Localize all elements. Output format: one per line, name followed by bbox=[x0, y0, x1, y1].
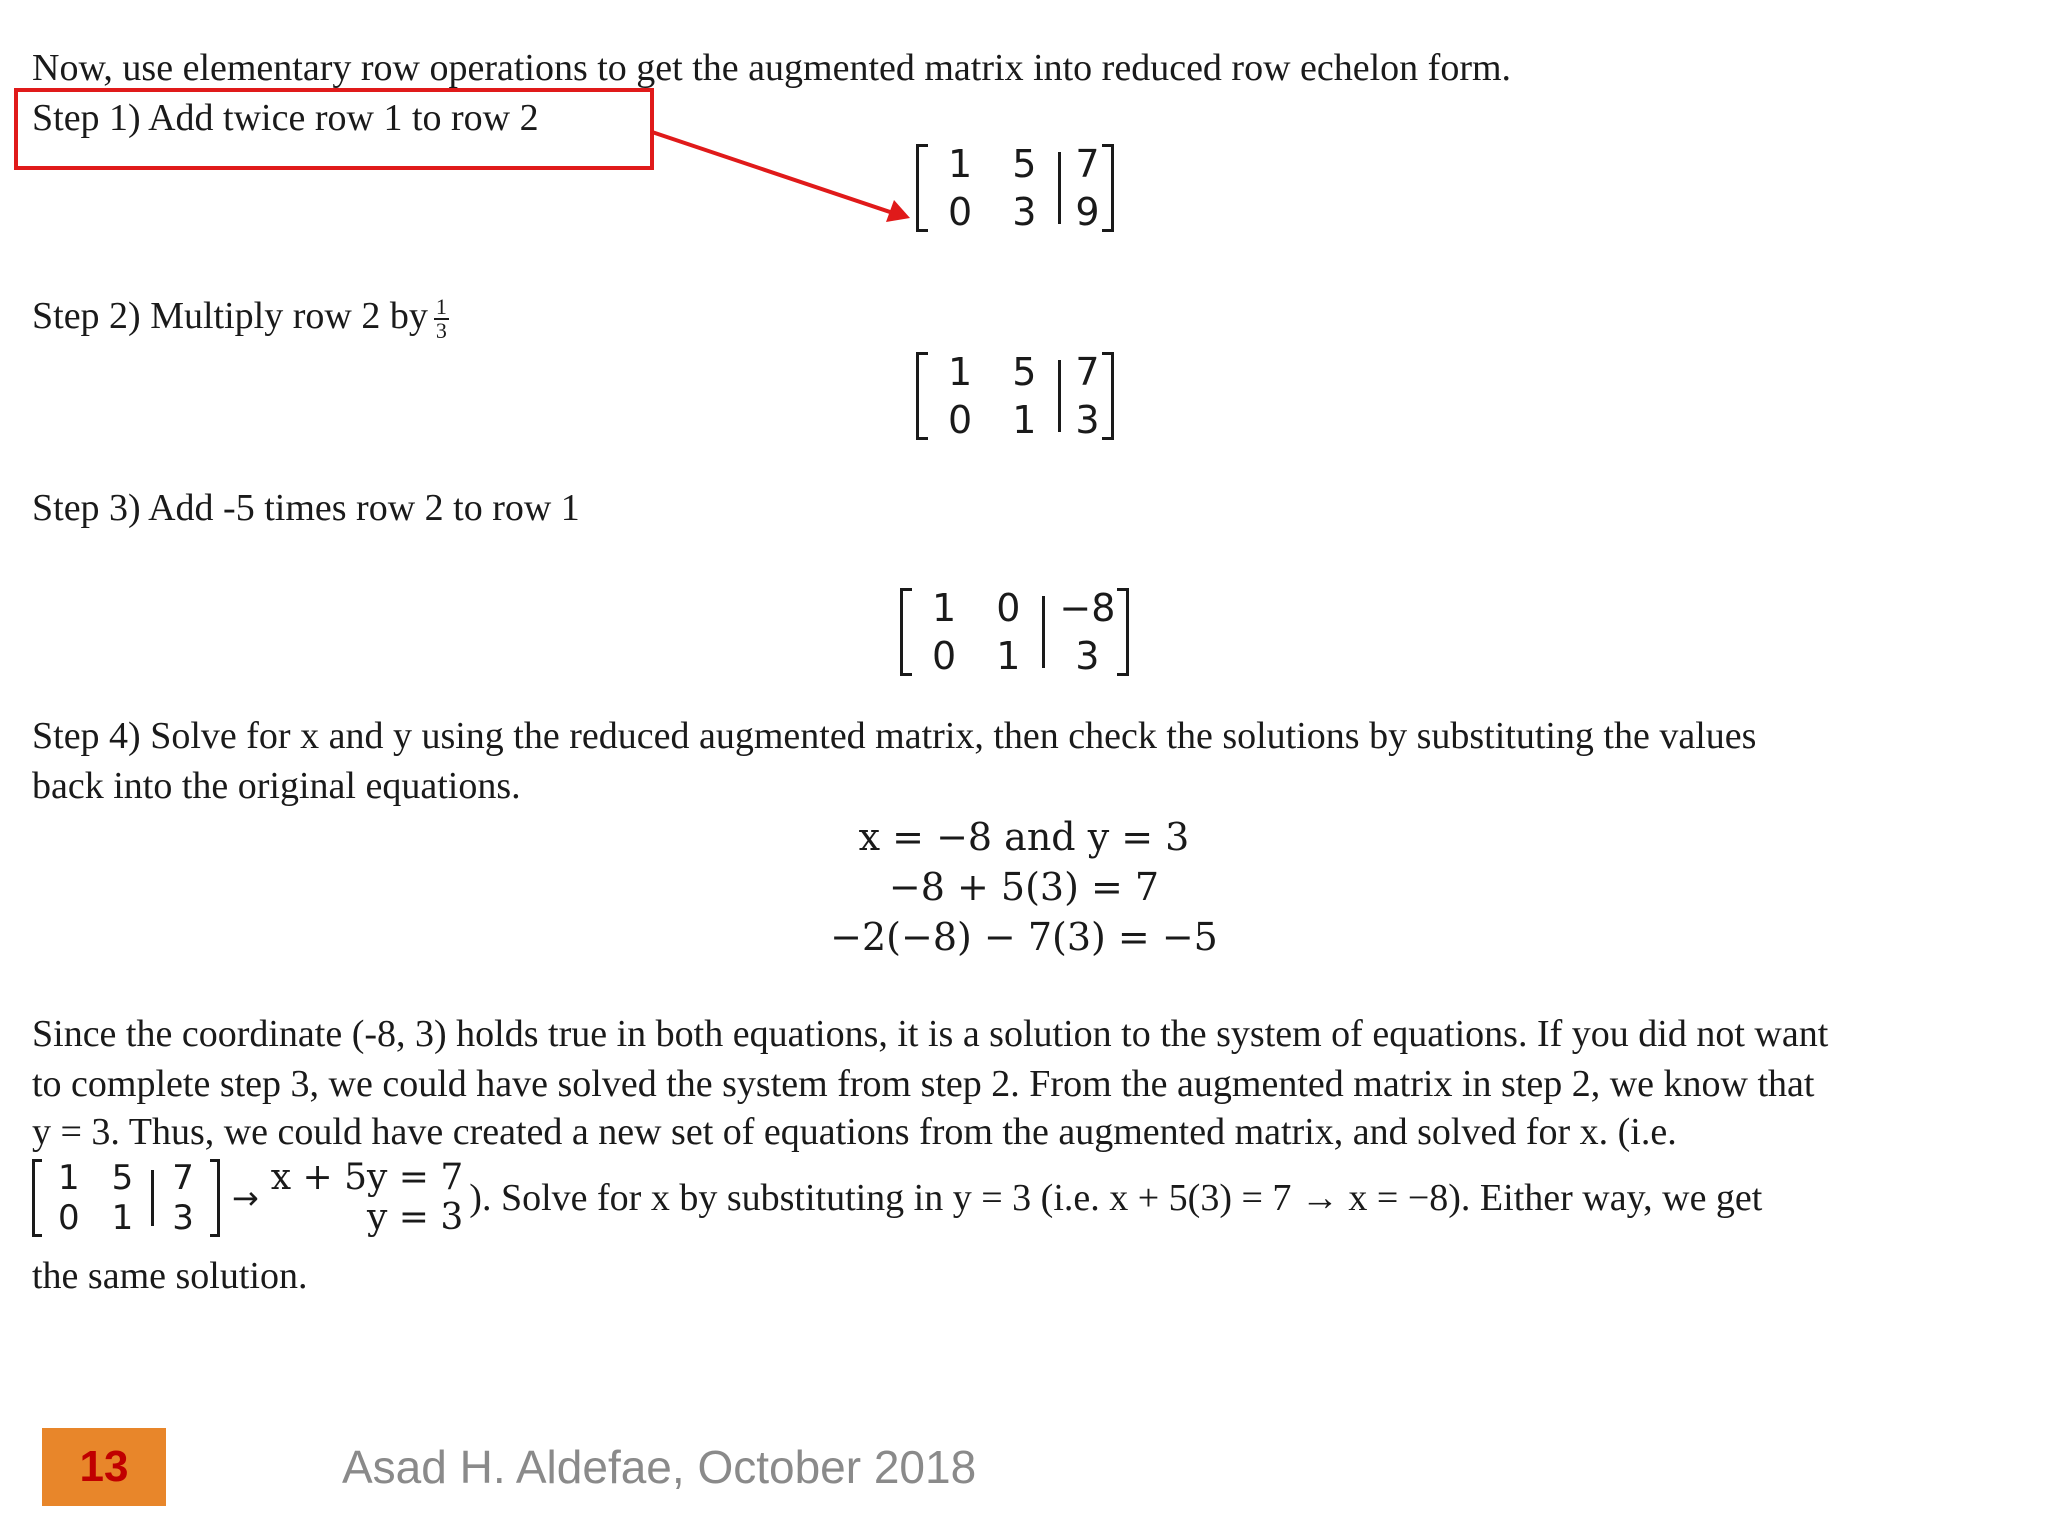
step-3-label: Step 3) Add -5 times row 2 to row 1 bbox=[32, 487, 580, 529]
step-4-label-line-2: back into the original equations. bbox=[32, 765, 521, 807]
conclusion-line-5: the same solution. bbox=[32, 1255, 308, 1297]
cell: 3 bbox=[172, 1198, 194, 1238]
cell: 3 bbox=[1075, 634, 1100, 678]
step-2-text: Step 2) Multiply row 2 by bbox=[32, 295, 428, 337]
system-equation-1: x + 5y = 7 bbox=[270, 1157, 464, 1198]
cell: 0 bbox=[948, 190, 973, 234]
matrix-step-3 bbox=[900, 584, 1129, 680]
arrow-icon: → bbox=[231, 1179, 259, 1217]
cell: 1 bbox=[996, 634, 1021, 678]
fraction-numerator: 1 bbox=[435, 294, 447, 320]
fraction-denominator: 3 bbox=[435, 318, 447, 344]
equation-check-2: −2(−8) − 7(3) = −5 bbox=[830, 915, 1218, 959]
cell: 5 bbox=[111, 1158, 134, 1198]
cell: 0 bbox=[58, 1198, 80, 1238]
equation-solution: x = −8 and y = 3 bbox=[858, 815, 1190, 859]
cell: 5 bbox=[1012, 142, 1037, 186]
equation-system bbox=[271, 1158, 464, 1238]
cell: −8 bbox=[1059, 586, 1116, 630]
inline-equation-row bbox=[32, 1158, 1762, 1238]
cell: 1 bbox=[1012, 398, 1037, 442]
conclusion-line-2: to complete step 3, we could have solved the system from step 2. From the augmented matrix in step 2, we know that bbox=[32, 1063, 1815, 1105]
cell: 1 bbox=[948, 350, 973, 394]
cell: 0 bbox=[948, 398, 973, 442]
cell: 1 bbox=[948, 142, 973, 186]
cell: 0 bbox=[996, 586, 1021, 630]
cell: 7 bbox=[172, 1158, 194, 1198]
equation-check-1: −8 + 5(3) = 7 bbox=[888, 865, 1160, 909]
matrix-step-1 bbox=[916, 140, 1114, 236]
system-equation-2: y = 3 bbox=[367, 1197, 464, 1238]
fraction bbox=[434, 296, 449, 342]
cell: 0 bbox=[932, 634, 957, 678]
cell: 3 bbox=[1075, 398, 1100, 442]
step-2-label bbox=[32, 292, 449, 342]
conclusion-line-3: y = 3. Thus, we could have created a new set of equations from the augmented matrix, and solved for x. (i.e. bbox=[32, 1111, 1677, 1153]
cell: 5 bbox=[1012, 350, 1037, 394]
intro-text: Now, use elementary row operations to get the augmented matrix into reduced row echelon form. bbox=[32, 47, 1512, 89]
cell: 7 bbox=[1075, 142, 1100, 186]
cell: 1 bbox=[58, 1158, 80, 1198]
page-number-badge: 13 bbox=[42, 1428, 166, 1506]
cell: 7 bbox=[1075, 350, 1100, 394]
conclusion-line-1: Since the coordinate (-8, 3) holds true in both equations, it is a solution to the system of equations. If you did not want bbox=[32, 1013, 1829, 1055]
step-1-label: Step 1) Add twice row 1 to row 2 bbox=[32, 97, 539, 139]
matrix-step-2 bbox=[916, 348, 1114, 444]
footer-author-date: Asad H. Aldefae, October 2018 bbox=[342, 1441, 977, 1493]
cell: 1 bbox=[111, 1198, 134, 1238]
conclusion-line-4-tail: ). Solve for x by substituting in y = 3 (i.e. x + 5(3) = 7 → x = −8). Either way, we get bbox=[469, 1177, 1763, 1219]
step-4-label-line-1: Step 4) Solve for x and y using the reduced augmented matrix, then check the solutions by substituting the values bbox=[32, 715, 1757, 757]
cell: 9 bbox=[1075, 190, 1100, 234]
cell: 3 bbox=[1012, 190, 1037, 234]
cell: 1 bbox=[932, 586, 957, 630]
inline-matrix bbox=[32, 1158, 220, 1238]
